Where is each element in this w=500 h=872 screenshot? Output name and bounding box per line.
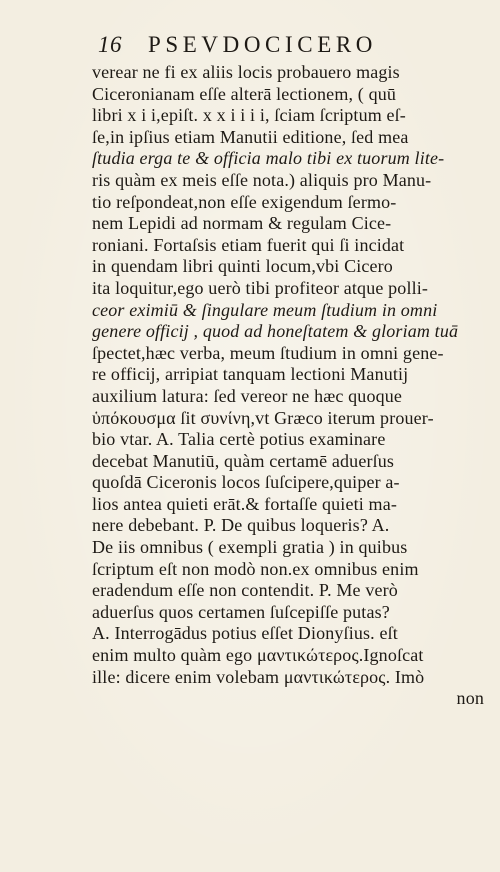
text-line: verear ne fi ex aliis locis probauero magis xyxy=(92,62,400,82)
text-line: tio reſpondeat,non eſſe exigendum ſermo- xyxy=(92,191,397,212)
text-line: quoſdā Ciceronis locos ſuſcipere,quiper a- xyxy=(92,472,400,493)
text-line: ὑπόκουσμα ſit συνίνη,vt Græco iterum prouer- xyxy=(92,407,434,428)
text-line: ſe,in ipſius etiam Manutii editione, ſed mea xyxy=(92,126,409,147)
text-line: roniani. Fortaſsis etiam fuerit qui ſi incidat xyxy=(92,234,405,255)
text-line: libri x i i,epiſt. x x i i i i, ſciam ſcriptum eſ- xyxy=(92,105,406,126)
text-line: bio vtar. A. Talia certè potius examinare xyxy=(92,429,386,450)
text-line: ceor eximiū & ſingulare meum ſtudium in omni xyxy=(92,299,438,320)
catchword: non xyxy=(456,688,484,709)
text-line: De iis omnibus ( exempli gratia ) in quibus xyxy=(92,537,408,558)
page-header xyxy=(84,26,484,60)
text-line: aduerſus quos certamen ſuſcepiſſe putas? xyxy=(92,601,390,622)
text-line: ſcriptum eſt non modò non.ex omnibus enim xyxy=(92,558,419,579)
text-line: genere officij , quod ad honeſtatem & gloriam tuā xyxy=(92,321,459,342)
body-text xyxy=(92,62,484,710)
text-line: A. Interrogādus potius eſſet Dionyſius. eſt xyxy=(92,623,398,644)
text-line: lios antea quieti erāt.& fortaſſe quieti ma- xyxy=(92,493,397,514)
text-line: re officij, arripiat tanquam lectioni Manutij xyxy=(92,364,409,385)
text-line: enim multo quàm ego μαντικώτερος.Ignoſcat xyxy=(92,645,424,666)
text-line: ris quàm ex meis eſſe nota.) aliquis pro Manu- xyxy=(92,169,432,190)
page-number: 16 xyxy=(98,32,122,57)
text-line: auxilium latura: ſed vereor ne hæc quoque xyxy=(92,385,403,406)
running-head: PSEVDOCICERO xyxy=(148,32,378,57)
text-line: ille: dicere enim volebam μαντικώτερος. Imò xyxy=(92,666,425,687)
text-line: nem Lepidi ad normam & regulam Cice- xyxy=(92,213,392,234)
text-line: decebat Manutiū, quàm certamē aduerſus xyxy=(92,450,395,471)
text-line: ſtudia erga te & officia malo tibi ex tuorum lite- xyxy=(92,148,445,169)
text-line: Ciceronianam eſſe alterā lectionem, ( quū xyxy=(92,83,397,104)
text-line: in quendam libri quinti locum,vbi Cicero xyxy=(92,256,393,277)
text-line: nere debebant. P. De quibus loqueris? A. xyxy=(92,515,390,536)
text-line: ita loquitur,ego uerò tibi profiteor atque polli- xyxy=(92,277,429,298)
text-line: ſpectet,hæc verba, meum ſtudium in omni gene- xyxy=(92,342,444,363)
text-line: eradendum eſſe non contendit. P. Me verò xyxy=(92,580,398,601)
